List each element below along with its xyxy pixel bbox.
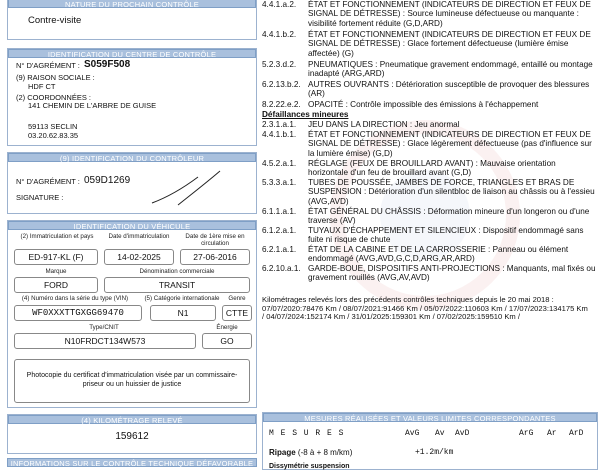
centre-raison-value: HDF CT	[28, 82, 56, 91]
centre-agrement-label: N° D'AGRÉMENT :	[16, 61, 80, 70]
defect-row	[262, 245, 598, 264]
defect-row	[262, 207, 598, 226]
mesures-col-avd: AvD	[455, 429, 470, 438]
defect-code: 2.3.1.a.1.	[262, 120, 297, 129]
vehicule-header: IDENTIFICATION DU VÉHICULE	[8, 221, 256, 230]
defect-text: OPACITÉ : Contrôle impossible des émissions à l'échappement	[308, 100, 539, 109]
defect-row	[262, 100, 598, 110]
defect-row	[262, 30, 598, 59]
kilometrage-section	[7, 414, 257, 454]
vin-field: WF0XXXTTGXGG69470	[14, 305, 142, 321]
defect-code: 6.1.2.a.1.	[262, 226, 297, 235]
photocopie-text: Photocopie du certificat d'immatriculation visée par un commissaire-priseur ou un huissier de justice	[26, 372, 238, 388]
defect-row	[262, 80, 598, 99]
centre-section	[7, 48, 257, 146]
controleur-section	[7, 152, 257, 214]
defect-row	[262, 120, 598, 130]
kilometrage-header: (4) KILOMÉTRAGE RELEVÉ	[8, 415, 256, 424]
photocopie-box	[14, 359, 250, 403]
defect-text: ÉTAT ET FONCTIONNEMENT (INDICATEURS DE DIRECTION ET FEUX DE SIGNAL DE DÉTRESSE) : Source lumineuse défectueuse ou manquante : visibilité fortement réduite (G,D,ARD)	[308, 0, 591, 28]
ripage-limit: (-8 à + 8 m/km)	[297, 448, 353, 457]
defect-code: 5.3.3.a.1.	[262, 178, 297, 187]
kilometrage-value: 159612	[115, 431, 149, 442]
ripage-value: +1.2m/km	[415, 448, 454, 457]
defects-column	[262, 0, 598, 470]
mesures-col-avg: AvG	[405, 429, 420, 438]
defect-code: 6.1.1.a.1.	[262, 207, 297, 216]
centre-header: IDENTIFICATION DU CENTRE DE CONTRÔLE	[8, 49, 256, 58]
ripage-name: Ripage	[269, 448, 296, 457]
modele-field: TRANSIT	[104, 277, 250, 293]
genre-field: CTTE	[222, 305, 252, 321]
nature-value: Contre-visite	[28, 15, 82, 26]
controleur-signature-label: SIGNATURE :	[16, 193, 64, 202]
nature-header: NATURE DU PROCHAIN CONTRÔLE	[8, 0, 256, 8]
signature-mark	[148, 167, 228, 209]
vin-label: (4) Numéro dans la série du type (VIN)	[21, 295, 129, 302]
defect-text: AUTRES OUVRANTS : Détérioration susceptible de provoquer des blessures (AR)	[308, 80, 590, 99]
defect-text: TUBES DE POUSSÉE, JAMBES DE FORCE, TRIANGLES ET BRAS DE SUSPENSION : Détérioration d'un silentbloc de liaison au châssis ou à l'essieu (AVG,AVD)	[308, 178, 595, 206]
centre-address2: 59113 SECLIN	[28, 122, 78, 131]
defect-row	[262, 159, 598, 178]
defect-code: 5.2.3.d.2.	[262, 60, 297, 69]
centre-raison-label: (9) RAISON SOCIALE :	[16, 73, 95, 82]
defect-text: TUYAUX D'ÉCHAPPEMENT ET SILENCIEUX : Dispositif endommagé sans fuite ni risque de chute	[308, 226, 584, 245]
defect-code: 6.2.1.a.1.	[262, 245, 297, 254]
immat-field: ED-917-KL (F)	[14, 249, 98, 265]
defect-text: PNEUMATIQUES : Pneumatique gravement endommagé, entaillé ou montage inadapté (ARG,ARD)	[308, 60, 593, 79]
defect-code: 4.4.1.b.1.	[262, 130, 297, 139]
km-history: Kilométrages relevés lors des précédents contrôles techniques depuis le 20 mai 2018 : 07/07/2020:78476 Km / 08/07/2021:91466 Km / 05/07/2022:110603 Km / 17/07/2023:134175 Km / 04/07/2024:152174 Km / 31/01/2025:159301 Km / 07/02/2025:159510 Km /	[262, 295, 588, 322]
defect-code: 4.4.1.a.2.	[262, 0, 297, 9]
mesures-col-ard: ArD	[569, 429, 584, 438]
defect-text: ÉTAT DE LA CABINE ET DE LA CARROSSERIE : Panneau ou élément endommagé (AVG,AVD,G,C,D,ARG,AR,ARD)	[308, 245, 569, 264]
controleur-header: (9) IDENTIFICATION DU CONTRÔLEUR	[8, 153, 256, 162]
defect-text: JEU DANS LA DIRECTION : Jeu anormal	[308, 120, 460, 129]
marque-field: FORD	[14, 277, 98, 293]
energie-label: Énergie	[216, 324, 238, 331]
defect-code: 4.5.2.a.1.	[262, 159, 297, 168]
energie-field: GO	[202, 333, 252, 349]
defect-text: ÉTAT ET FONCTIONNEMENT (INDICATEURS DE DIRECTION ET FEUX DE SIGNAL DE DÉTRESSE) : Glace fortement défectueuse (lumière émise affectée) (G)	[308, 30, 591, 58]
centre-phone: 03.20.62.83.35	[28, 131, 79, 140]
defect-code: 4.4.1.b.2.	[262, 30, 297, 39]
defect-row	[262, 0, 598, 29]
date-immat-label: Date d'immatriculation	[108, 233, 170, 240]
controleur-agrement-label: N° D'AGRÉMENT :	[16, 177, 80, 186]
categorie-label: (5) Catégorie internationale	[144, 295, 220, 302]
defect-text: GARDE-BOUE, DISPOSITIFS ANTI-PROJECTIONS : Manquants, mal fixés ou gravement rouillés (AVG,AV,AVD)	[308, 264, 596, 283]
marque-label: Marque	[45, 268, 67, 275]
defect-code: 6.2.10.a.1.	[262, 264, 301, 273]
defect-text: RÉGLAGE (FEUX DE BROUILLARD AVANT) : Mauvaise orientation horizontale d'un feu de brouillard avant (G,D)	[308, 159, 556, 178]
date-first-label: Date de 1ère mise en circulation	[185, 233, 245, 247]
defect-text: ÉTAT ET FONCTIONNEMENT (INDICATEURS DE DIRECTION ET FEUX DE SIGNAL DE DÉTRESSE) : Glace légèrement défectueuse (pas d'influence sur la lumière émise) (G,D)	[308, 130, 592, 158]
mesures-col-arg: ArG	[519, 429, 534, 438]
mesures-section	[262, 412, 598, 470]
vehicule-section	[7, 220, 257, 408]
minor-title: Défaillances mineures	[262, 110, 349, 119]
defect-code: 6.2.13.b.2.	[262, 80, 301, 89]
date-immat-field: 14-02-2025	[104, 249, 174, 265]
defect-row	[262, 130, 598, 159]
defect-row	[262, 264, 598, 283]
defect-row	[262, 178, 598, 207]
centre-address1: 141 CHEMIN DE L'ARBRE DE GUISE	[28, 101, 157, 110]
ripage-label	[269, 448, 352, 457]
categorie-field: N1	[150, 305, 216, 321]
defect-row	[262, 60, 598, 79]
mesures-col-av: Av	[435, 429, 445, 438]
centre-coord-label: (2) COORDONNÉES :	[16, 93, 92, 102]
nature-section	[7, 0, 257, 40]
mesures-header: MESURES RÉALISÉES ET VALEURS LIMITES CORRESPONDANTES	[263, 413, 597, 422]
controleur-agrement-value: 059D1269	[84, 175, 131, 186]
type-label: Type/CNIT	[89, 324, 119, 331]
immat-label: (2) Immatriculation et pays	[20, 233, 94, 240]
defect-text: ÉTAT GÉNÉRAL DU CHÂSSIS : Déformation mineure d'un longeron ou d'une traverse (AV)	[308, 207, 590, 226]
mesures-col-ar: Ar	[547, 429, 557, 438]
centre-agrement-value: S059F508	[84, 59, 131, 70]
dissymetrie-label: Dissymétrie suspension	[269, 463, 350, 470]
date-first-field: 27-06-2016	[180, 249, 250, 265]
defect-row	[262, 226, 598, 245]
defect-code: 8.2.22.e.2.	[262, 100, 301, 109]
bottom-info-header: INFORMATIONS SUR LE CONTRÔLE TECHNIQUE DÉFAVORABLE	[7, 458, 257, 467]
mesures-title: M E S U R E S	[269, 429, 345, 438]
type-field: N10FRDCT134W573	[14, 333, 196, 349]
left-column	[7, 0, 257, 470]
genre-label: Genre	[228, 295, 246, 302]
modele-label: Dénomination commerciale	[139, 268, 215, 275]
